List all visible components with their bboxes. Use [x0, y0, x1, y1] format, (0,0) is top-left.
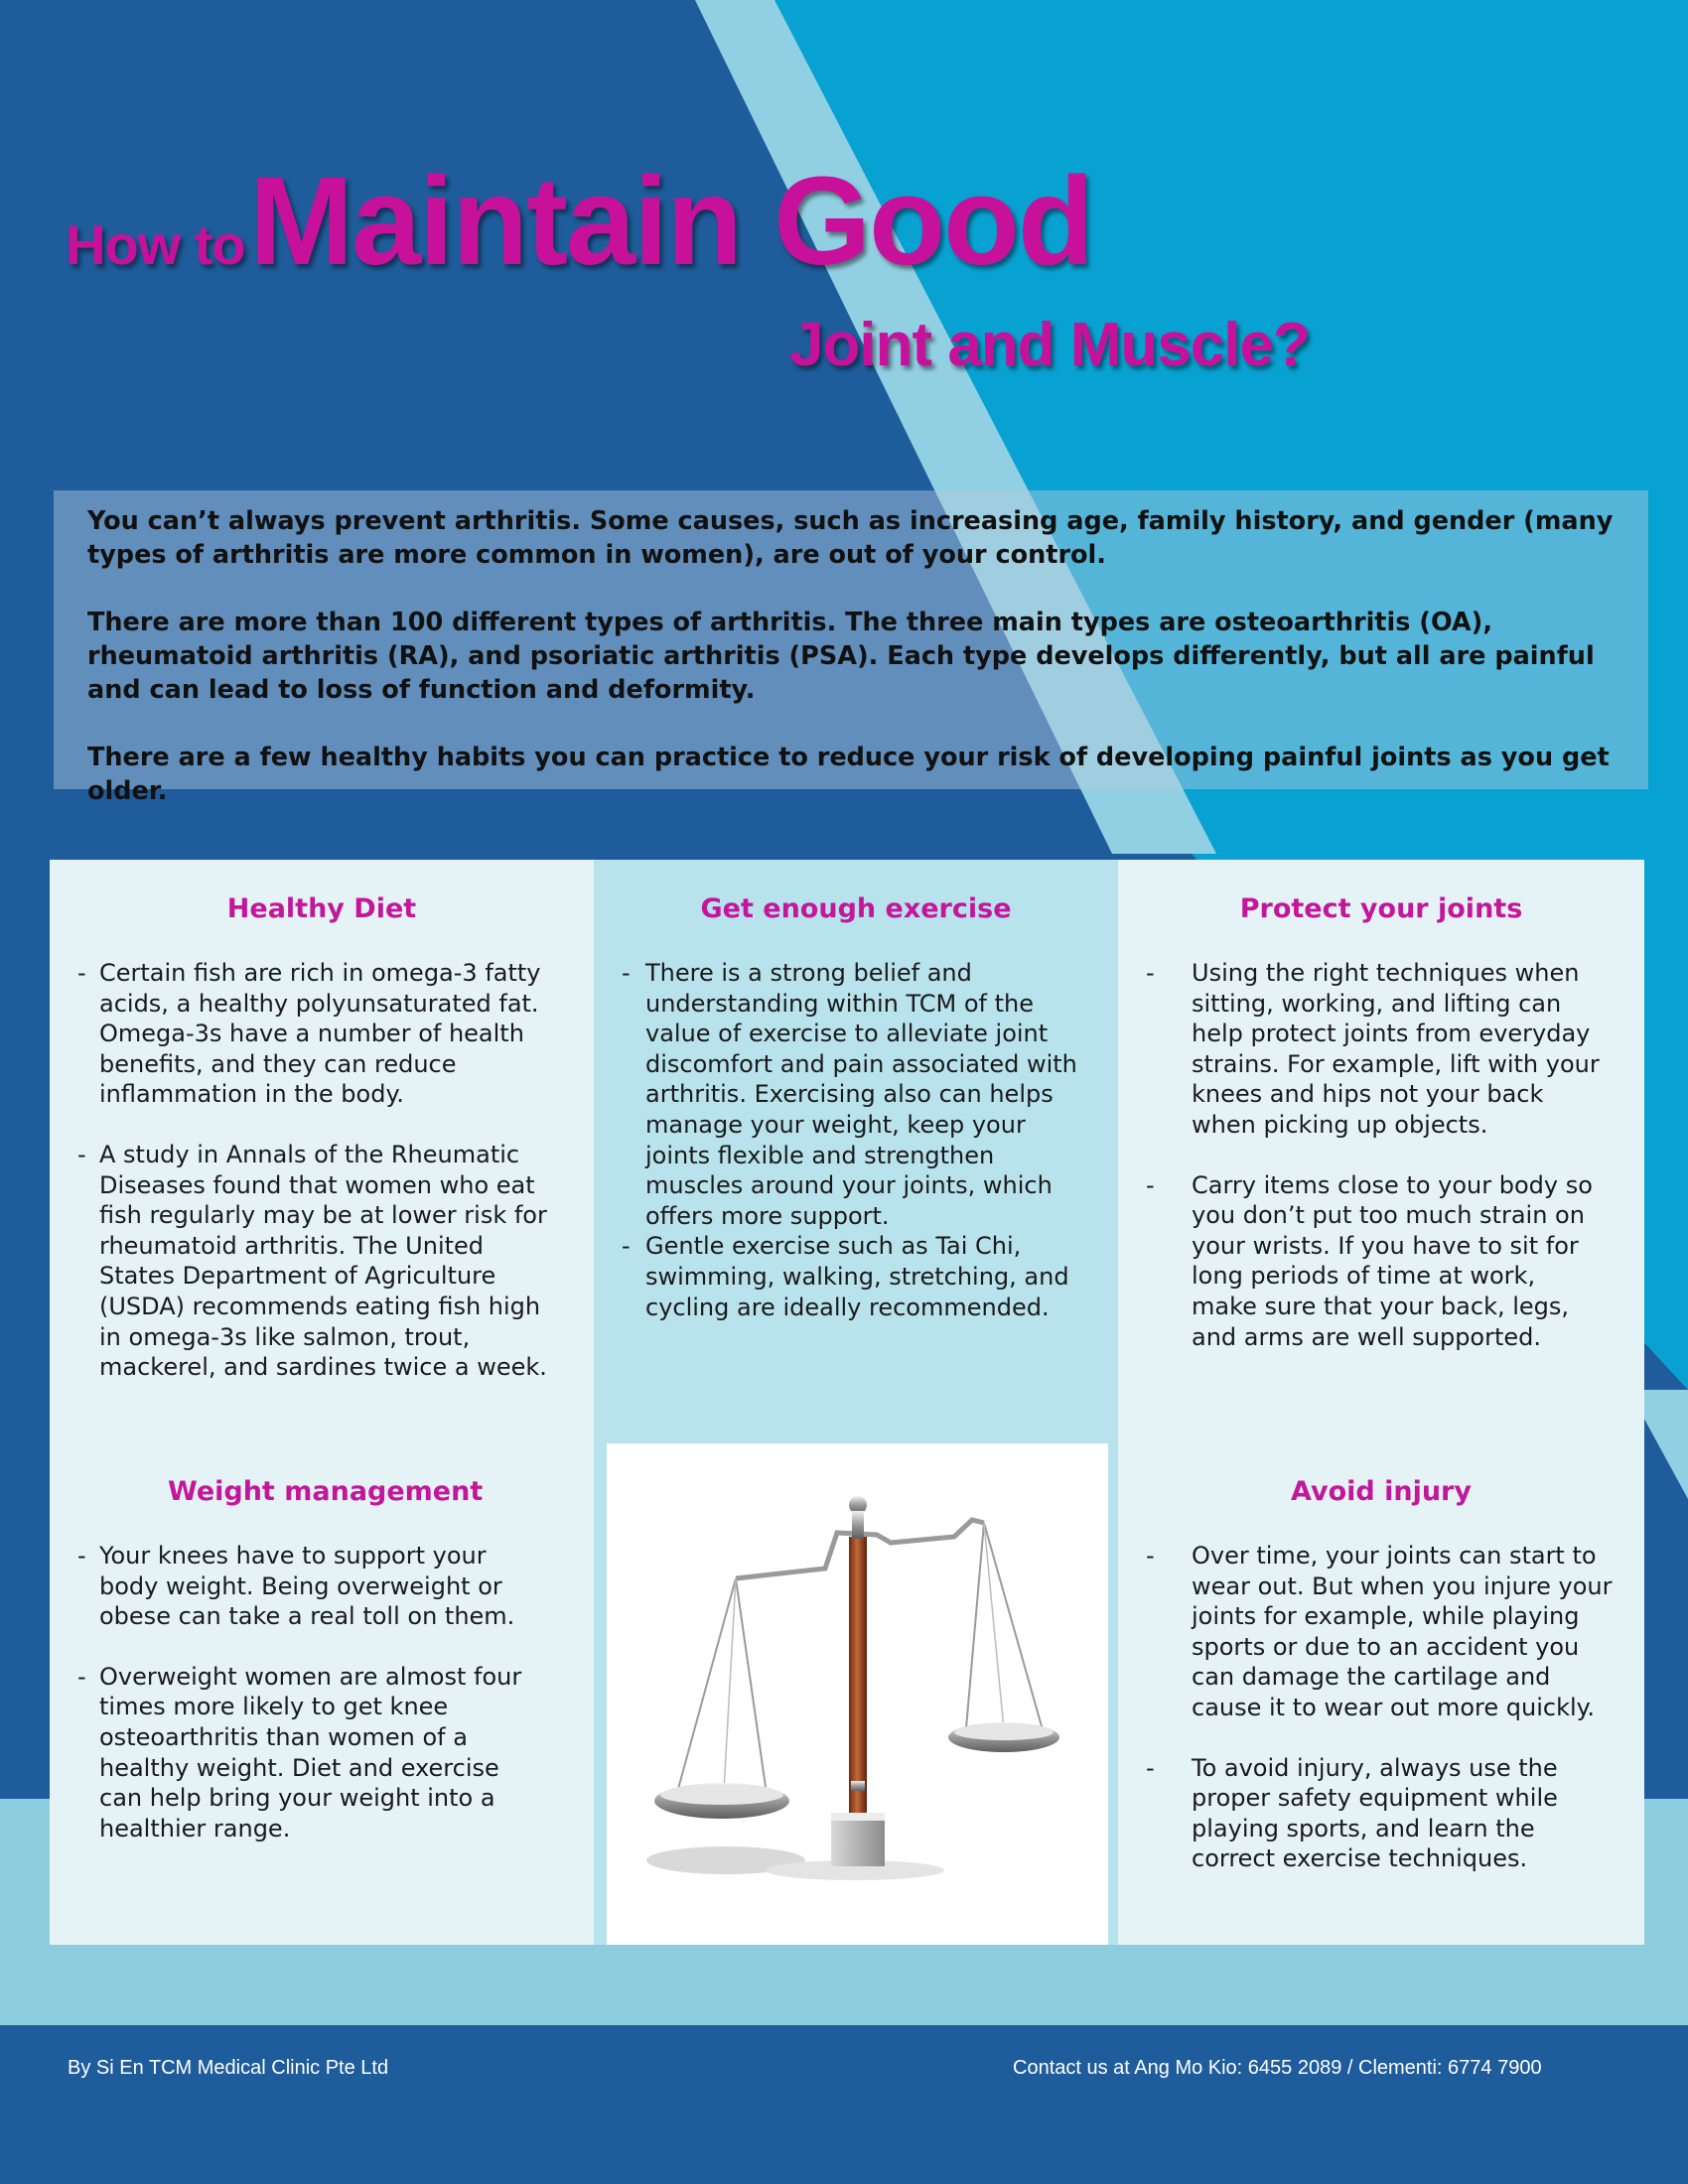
list-item: - A study in Annals of the Rheumatic Diseases found that women who eat fish regularly may be at lower risk for rheumatoid arthritis. The United States Department of Agriculture (USDA) recommends eating fish high in omega-3s like salmon, trout, mackerel, and sardines twice a week. — [50, 1140, 594, 1383]
page-subtitle: Joint and Muscle? — [789, 311, 1310, 379]
intro-paragraph: You can’t always prevent arthritis. Some causes, such as increasing age, family history, and gender (many types of arthritis are more common in women), are out of your control. — [87, 506, 1614, 570]
list-item: - Gentle exercise such as Tai Chi, swimming, walking, stretching, and cycling are ideally recommended. — [594, 1231, 1118, 1322]
footer-contact: Contact us at Ang Mo Kio: 6455 2089 / Clementi: 6774 7900 — [1013, 2057, 1542, 2079]
list-item: - Certain fish are rich in omega-3 fatty acids, a healthy polyunsaturated fat. Omega-3s have a number of health benefits, and they can reduce inflammation in the body. — [50, 958, 594, 1110]
list-item: - To avoid injury, always use the proper safety equipment while playing sports, and learn the correct exercise techniques. — [1118, 1753, 1644, 1874]
weight-management-heading: Weight management — [168, 1476, 484, 1507]
healthy-diet-heading: Healthy Diet — [226, 893, 417, 924]
avoid-injury-heading: Avoid injury — [1291, 1476, 1472, 1507]
footer-clinic-name: By Si En TCM Medical Clinic Pte Ltd — [68, 2057, 389, 2079]
title-prefix: How to — [66, 213, 245, 276]
protect-joints-list — [1118, 958, 1644, 1352]
intro-box — [54, 490, 1648, 806]
balance-scale-icon — [607, 1443, 1108, 1945]
intro-paragraph: There are more than 100 different types of arthritis. The three main types are osteoarthritis (OA), rheumatoid arthritis (RA), and psoriatic arthritis (PSA). Each type develops differently, but all are painful and can lead to loss of function and deformity. — [87, 608, 1595, 705]
healthy-diet-list — [50, 958, 594, 1383]
list-item: - Carry items close to your body so you don’t put too much strain on your wrists. If you have to sit for long periods of time at work, make sure that your back, legs, and arms are well supported. — [1118, 1170, 1644, 1353]
avoid-injury-panel — [1118, 1476, 1644, 1904]
list-item: - Over time, your joints can start to wear out. But when you injure your joints for example, while playing sports or due to an accident you can damage the cartilage and cause it to wear out more quickly. — [1118, 1541, 1644, 1723]
exercise-list — [594, 958, 1118, 1322]
avoid-injury-list — [1118, 1541, 1644, 1874]
list-item: - Your knees have to support your body weight. Being overweight or obese can take a real toll on them. — [50, 1541, 594, 1632]
page-title — [66, 149, 1092, 293]
list-item: - Overweight women are almost four times more likely to get knee osteoarthritis than women of a healthy weight. Diet and exercise can help bring your weight into a healthier range. — [50, 1662, 594, 1844]
weight-management-panel — [50, 1476, 594, 1873]
protect-joints-heading: Protect your joints — [1239, 893, 1523, 924]
exercise-heading: Get enough exercise — [700, 893, 1012, 924]
healthy-diet-panel — [50, 893, 594, 1413]
exercise-panel — [594, 893, 1118, 1322]
protect-joints-panel — [1118, 893, 1644, 1382]
weight-management-list — [50, 1541, 594, 1843]
list-item: - There is a strong belief and understanding within TCM of the value of exercise to alleviate joint discomfort and pain associated with arthritis. Exercising also can helps manage your weight, keep your joints flexible and strengthen muscles around your joints, which offers more support. — [594, 958, 1118, 1231]
list-item: - Using the right techniques when sitting, working, and lifting can help protect joints from everyday strains. For example, lift with your knees and hips not your back when picking up objects. — [1118, 958, 1644, 1141]
title-main: Maintain Good — [249, 151, 1093, 291]
intro-paragraph: There are a few healthy habits you can practice to reduce your risk of developing painful joints as you get older. — [87, 743, 1610, 806]
